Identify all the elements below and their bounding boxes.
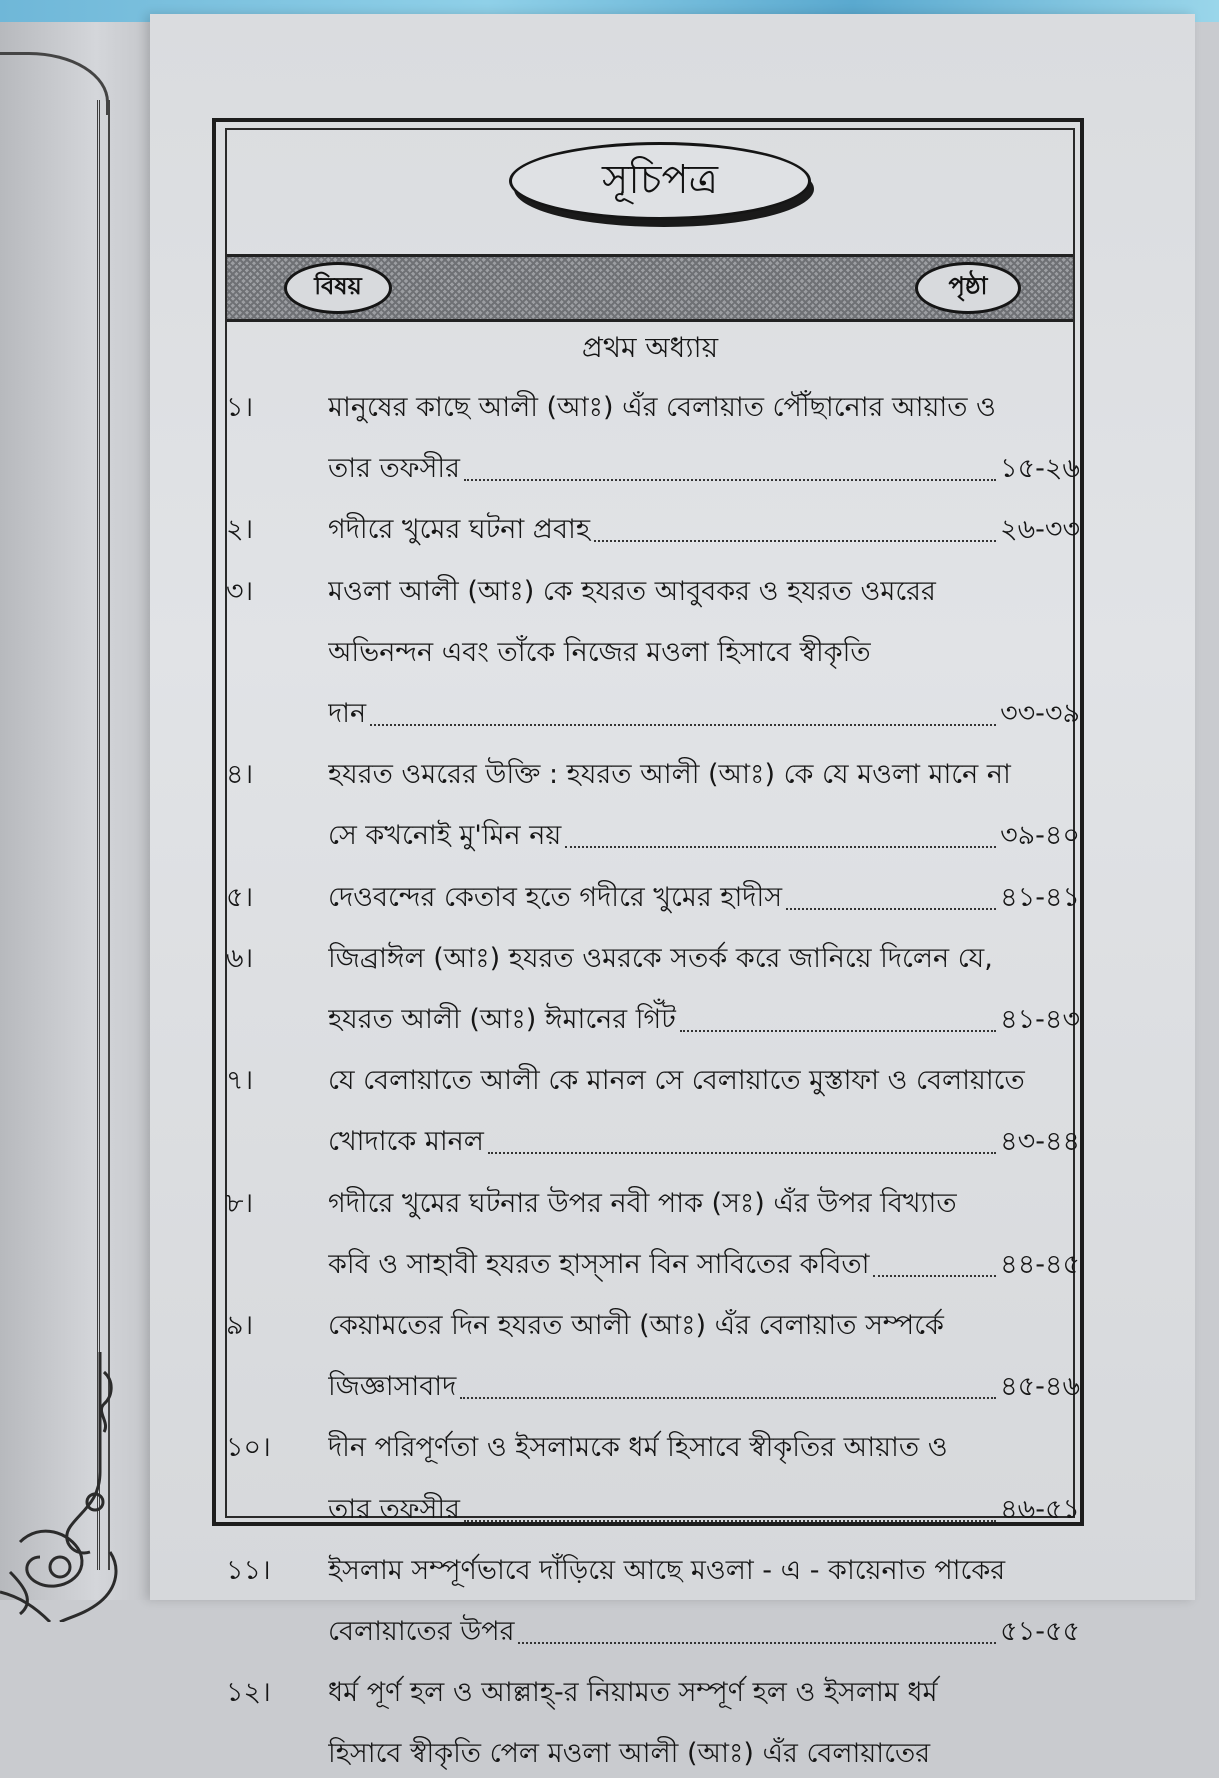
toc-row [222,384,1082,432]
entry-number: ৩। [226,575,254,607]
dot-leader [565,812,996,848]
left-page-border [97,100,110,1570]
entry-text: মওলা আলী (আঃ) কে হযরত আবুবকর ও হযরত ওমরের [328,575,936,607]
toc-row [222,1486,1082,1534]
dot-leader [680,996,996,1032]
toc-row [222,1363,1082,1411]
toc-row [222,445,1082,493]
entry-leader [328,1486,1080,1534]
entry-pages: ৪১-৪১ [1000,881,1080,913]
entry-text: দীন পরিপূর্ণতা ও ইসলামকে ধর্ম হিসাবে স্বীকৃতির আয়াত ও [328,1432,948,1464]
toc-row [222,1730,1082,1778]
toc-row [222,1057,1082,1105]
dot-leader [488,1118,996,1154]
entry-text: হযরত আলী (আঃ) ঈমানের গিঁট [328,1004,676,1035]
title-oval [509,142,811,220]
toc-row [222,1424,1082,1472]
entry-leader [328,996,1080,1044]
toc-row [222,1118,1082,1166]
entry-text: ইসলাম সম্পূর্ণভাবে দাঁড়িয়ে আছে মওলা - এ - কায়েনাত পাকের [328,1554,1006,1586]
entry-text: তার তফসীর [328,1493,460,1525]
toc-row [222,812,1082,860]
entry-number: ১২। [226,1677,271,1709]
toc-row [222,1180,1082,1228]
dot-leader [518,1608,996,1644]
entry-leader [328,812,1080,860]
page-title: সূচিপত্র [602,156,718,203]
entry-leader [328,690,1080,738]
entry-text: গদীরে খুমের ঘটনার উপর নবী পাক (সঃ) এঁর উপর বিখ্যাত [328,1187,957,1219]
toc-row [222,629,1082,677]
entry-pages: ৩৯-৪০ [1000,820,1080,852]
entry-leader [328,506,1080,554]
entry-text: ধর্ম পূর্ণ হল ও আল্লাহ্‌-র নিয়ামত সম্পূর্ণ হল ও ইসলাম ধর্ম [328,1677,938,1709]
entry-text: বেলায়াতের উপর [328,1616,515,1647]
entry-number: ৬। [226,942,254,974]
left-page [0,22,160,1600]
entry-pages: ১৫-২৬ [1000,453,1080,485]
dot-leader [464,445,996,481]
entry-text: গদীরে খুমের ঘটনা প্রবাহ [328,514,591,546]
entry-pages: ৪৬-৫১ [1000,1493,1080,1525]
entry-text: দেওবন্দের কেতাব হতে গদীরে খুমের হাদীস [328,881,783,913]
toc-row [222,751,1082,799]
toc-row [222,1302,1082,1350]
entry-text: দান [328,698,367,729]
left-page-border-arc [0,52,109,115]
entry-text: অভিনন্দন এবং তাঁকে নিজের মওলা হিসাবে স্বীকৃতি [328,636,871,668]
toc-row [222,935,1082,983]
entry-number: ৪। [226,759,254,791]
dot-leader [464,1486,996,1522]
dot-leader [786,874,996,910]
toc-row [222,1241,1082,1289]
toc-row [222,874,1082,922]
entry-leader [328,445,1080,493]
toc-row [222,690,1082,738]
entry-number: ১১। [226,1554,271,1586]
dot-leader [460,1363,996,1399]
corner-ornament-icon [0,1352,130,1622]
entry-text: হিসাবে স্বীকৃতি পেল মওলা আলী (আঃ) এঁর বেলায়াতের [328,1738,931,1770]
entry-number: ২। [226,514,254,546]
entry-text: জিজ্ঞাসাবাদ [328,1371,457,1403]
toc-row [222,1608,1082,1656]
entry-leader [328,1363,1080,1411]
entry-pages: ৪৫-৪৬ [1000,1371,1080,1403]
chapter-heading: প্রথম অধ্যায় [581,331,719,364]
entry-pages: ৫১-৫৫ [1000,1616,1080,1647]
entry-number: ৭। [226,1065,254,1097]
toc-row [222,568,1082,616]
entry-pages: ২৬-৩৩ [1000,514,1080,546]
entry-text: জিব্রাঈল (আঃ) হযরত ওমরকে সতর্ক করে জানিয়ে দিলেন যে, [328,942,993,974]
entry-text: যে বেলায়াতে আলী কে মানল সে বেলায়াতে মুস্তাফা ও বেলায়াতে [328,1065,1025,1097]
entry-number: ৫। [226,881,254,913]
entry-number: ১। [226,392,254,423]
dot-leader [594,506,996,542]
subject-column-header: বিষয় [284,262,392,314]
entry-number: ৮। [226,1187,254,1219]
entry-leader [328,1118,1080,1166]
entry-pages: ৪১-৪৩ [1000,1004,1080,1035]
page-column-header: পৃষ্ঠা [915,262,1021,314]
entry-text: হযরত ওমরের উক্তি : হযরত আলী (আঃ) কে যে মওলা মানে না [328,759,1011,791]
entry-text: মানুষের কাছে আলী (আঃ) এঁর বেলায়াত পৌঁছানোর আয়াত ও [328,392,996,423]
entry-pages: ৪৩-৪৪ [1000,1126,1080,1158]
toc-row [222,506,1082,554]
entry-text: কেয়ামতের দিন হযরত আলী (আঃ) এঁর বেলায়াত সম্পর্কে [328,1310,944,1341]
entry-leader [328,874,1080,922]
entry-pages: ৩৩-৩৯ [1000,698,1080,729]
entry-pages: ৪৪-৪৫ [1000,1248,1080,1280]
entry-number: ১০। [226,1432,271,1464]
entry-text: সে কখনোই মু'মিন নয় [328,820,562,852]
toc-row [222,1547,1082,1595]
toc-row [222,996,1082,1044]
dot-leader [370,690,996,726]
entry-text: খোদাকে মানল [328,1126,484,1158]
dot-leader [873,1241,996,1277]
entry-text: কবি ও সাহাবী হযরত হাস্‌সান বিন সাবিতের কবিতা [328,1248,870,1280]
toc-row [222,1669,1082,1717]
entry-number: ৯। [226,1310,254,1341]
entry-leader [328,1241,1080,1289]
entry-leader [328,1608,1080,1656]
entry-text: তার তফসীর [328,453,460,485]
